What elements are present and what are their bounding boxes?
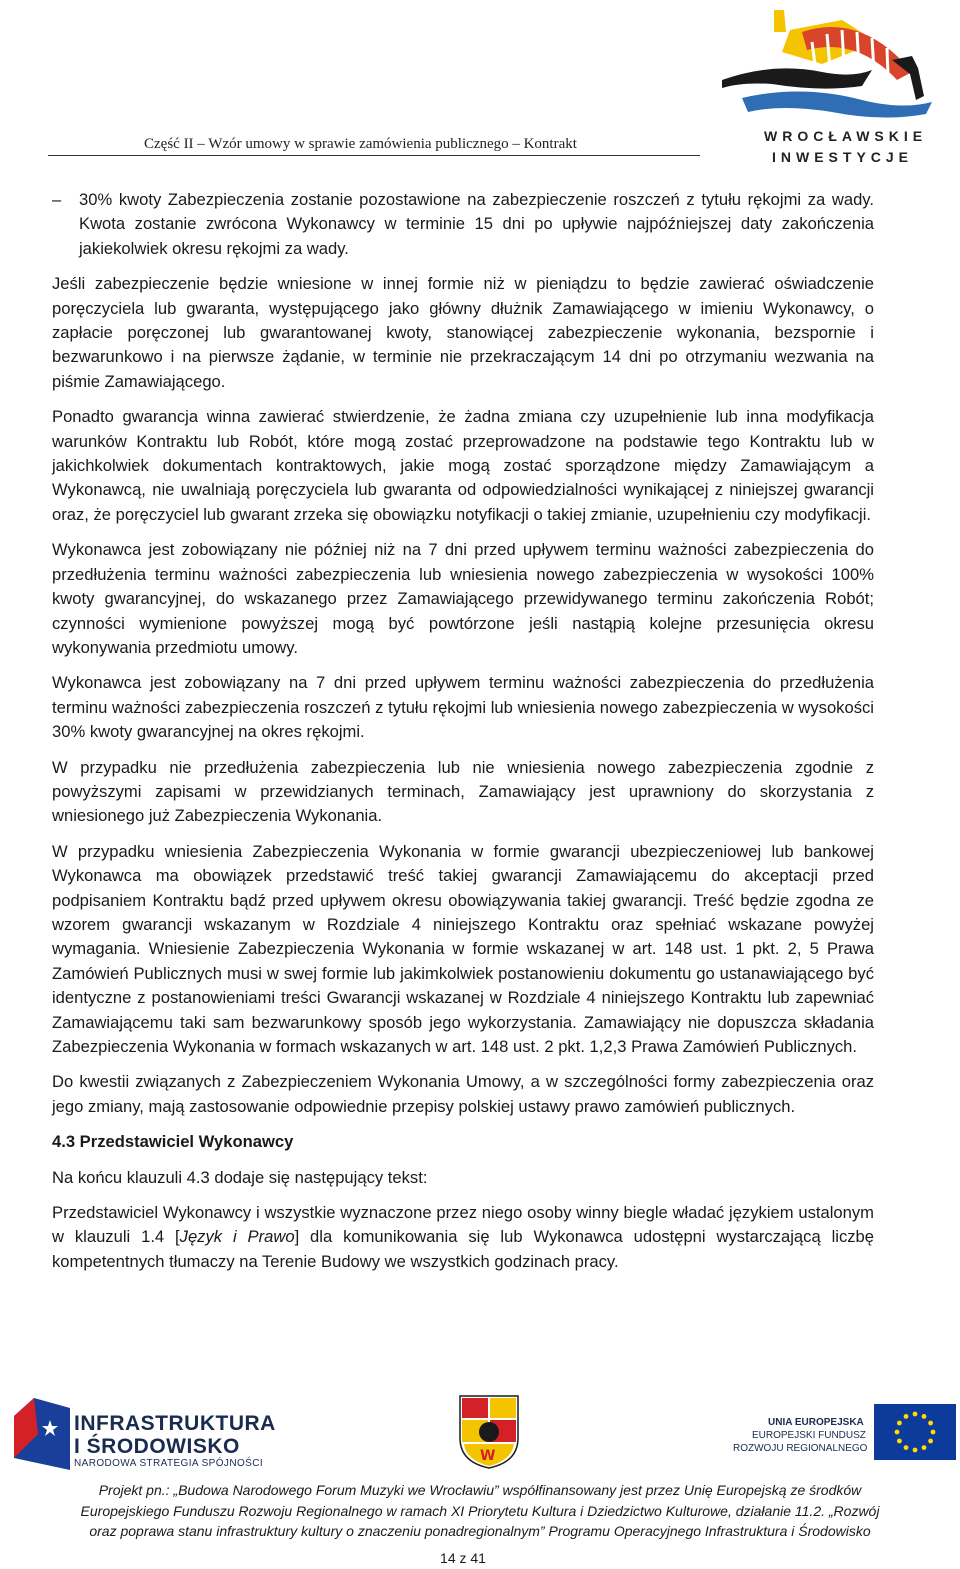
eu-flag-icon: [874, 1404, 956, 1460]
page-number: 14 z 41: [440, 1550, 486, 1566]
paragraph-9-emphasis: Język i Prawo: [179, 1227, 295, 1247]
svg-text:W: W: [480, 1448, 496, 1464]
bullet-item: [52, 188, 874, 261]
infrastruktura-flag-icon: [14, 1398, 70, 1475]
ii-logo-line3: NARODOWA STRATEGIA SPÓJNOŚCI: [74, 1458, 264, 1469]
bullet-text: 30% kwoty Zabezpieczenia zostanie pozostawione na zabezpieczenie roszczeń z tytułu rękojmi za wady. Kwota zostanie zwrócona Wykonawcy w terminie 15 dni po upływie najpóźniejszej daty zakończenia jakiekolwiek okresu rękojmi za wady.: [79, 190, 874, 258]
paragraph-7: Do kwestii związanych z Zabezpieczeniem Wykonania Umowy, a w szczególności formy zabezpieczenia oraz jego zmiany, mają zastosowanie odpowiednie przepisy polskiej ustawy prawo zamówień publicznych.: [52, 1072, 874, 1116]
eu-logo-line1: UNIA EUROPEJSKA: [768, 1417, 864, 1428]
eu-logo-line2: EUROPEJSKI FUNDUSZ: [752, 1430, 866, 1441]
paragraph-9-part-b: ] dla komunikowania się lub Wykonawca udostępni wystarczającą liczbę kompetentnych tłumaczy na Terenie Budowy we wszystkich godzinach pracy.: [52, 1227, 874, 1271]
project-line-3: oraz poprawa stanu infrastruktury kultury o znaczeniu ponadregionalnym” Programu Operacyjnego Infrastruktura i Środowisko: [89, 1523, 871, 1539]
section-heading: 4.3 Przedstawiciel Wykonawcy: [52, 1132, 294, 1152]
paragraph-9: [52, 1201, 874, 1274]
paragraph-2: Ponadto gwarancja winna zawierać stwierdzenie, że żadna zmiana czy uzupełnienie lub inna modyfikacja warunków Kontraktu lub Robót, które mogą zostać przeprowadzone na podstawie tego Kontraktu lub w jakichkolwiek dokumentach kontraktowych, jakie mogą zostać sporządzone między Zamawiającym a Wykonawcą, nie uwalniają poręczyciela lub gwaranta od odpowiedzialności wynikającej z niniejszej gwarancji oraz, że poręczyciel lub gwarant zrzeka się obowiązku notyfikacji o takiej zmianie, uzupełnieniu czy modyfikacji.: [52, 407, 874, 524]
wi-logo-line2: INWESTYCJE: [772, 149, 914, 165]
wroclawskie-inwestycje-logo: [712, 2, 942, 170]
paragraph-4: Wykonawca jest zobowiązany na 7 dni przed upływem terminu ważności zabezpieczenia do przedłużenia terminu ważności zabezpieczenia roszczeń z tytułu rękojmi lub wniesienia nowego zabezpieczenia w wysokości 30% kwoty gwarancyjnej na okres rękojmi.: [52, 673, 874, 742]
bullet-dash: –: [52, 190, 62, 209]
header-title: Część II – Wzór umowy w sprawie zamówienia publicznego – Kontrakt: [144, 136, 577, 152]
ii-logo-line2: I ŚRODOWISKO: [74, 1435, 240, 1458]
project-line-1: Projekt pn.: „Budowa Narodowego Forum Muzyki we Wrocławiu” współfinansowany jest przez Unię Europejską ze środków: [98, 1482, 862, 1498]
project-line-2: Europejskiego Funduszu Rozwoju Regionalnego w ramach XI Priorytetu Kultura i Dziedzictwo Kulturowe, działanie 11.2. „Rozwój: [80, 1502, 880, 1519]
paragraph-1: Jeśli zabezpieczenie będzie wniesione w innej formie niż w pieniądzu to będzie zawierać oświadczenie poręczyciela lub gwaranta, występującego jako główny dłużnik Zamawiającego w imieniu Wykonawcy, o zapłacie poręczonej lub gwarantowanej kwoty, stanowiącej zabezpieczenie wykonania, bezspornie i bezwarunkowo i na pierwsze żądanie, w terminie nie przekraczającym 14 dni po otrzymaniu wezwania na piśmie Zamawiającego.: [52, 274, 874, 391]
project-footnote: [40, 1480, 920, 1542]
paragraph-5: W przypadku nie przedłużenia zabezpieczenia lub nie wniesienia nowego zabezpieczenia zgodnie z powyższymi zapisami w przewidzianych terminach, Zamawiający jest uprawniony do skorzystania z wniesionego już Zabezpieczenia Wykonania.: [52, 757, 874, 826]
paragraph-6: W przypadku wniesienia Zabezpieczenia Wykonania w formie gwarancji ubezpieczeniowej lub bankowej Wykonawca ma obowiązek przedstawić treść takiej gwarancji Zamawiającemu do akceptacji przed podpisaniem Kontraktu bądź przed upływem okresu obowiązywania takiej gwarancji. Treść będzie zgodna ze wzorem gwarancji wskazanym w Rozdziale 4 niniejszego Kontraktu oraz spełniać wskazane powyżej wymagania. Wniesienie Zabezpieczenia Wykonania w formie wskazanej w art. 148 ust. 1 pkt. 2, 5 Prawa Zamówień Publicznych musi w swej formie lub jakimkolwiek postanowieniu dokumentu go ustanawiającego być identyczne z postanowieniami treści Gwarancji wskazanej w Rozdziale 4 niniejszego Kontraktu lub zapewniać Zamawiającemu taki sam bezwarunkowy sposób jego wykorzystania. Zamawiający nie dopuszcza składania Zabezpieczenia Wykonania w formach wskazanych w art. 148 ust. 2 pkt. 1,2,3 Prawa Zamówień Publicznych.: [52, 841, 874, 1056]
wi-logo-graphic: [712, 2, 942, 132]
paragraph-3: Wykonawca jest zobowiązany nie później niż na 7 dni przed upływem terminu ważności zabezpieczenia do przedłużenia terminu ważności zabezpieczenia lub wniesienia nowego zabezpieczenia w wysokości 100% kwoty gwarancyjnej, do wskazanego przez Zamawiającego przewidywanego terminu zakończenia Robót; czynności wymienione powyższej mogą być powtórzone jeśli nastąpią kolejne przesunięcia okresu wykonywania przedmiotu umowy.: [52, 540, 874, 657]
header-rule: [48, 155, 700, 156]
paragraph-8: Na końcu klauzuli 4.3 dodaje się następujący tekst:: [52, 1167, 428, 1187]
footer-logos: [0, 1390, 960, 1472]
wi-logo-line1: WROCŁAWSKIE: [764, 128, 928, 144]
paragraph-9-part-a: Przedstawiciel Wykonawcy i wszystkie wyznaczone przez niego osoby winny biegle władać językiem ustalonym w klauzuli 1.4 [: [52, 1203, 874, 1247]
wroclaw-crest-icon: [458, 1394, 520, 1475]
eu-logo-line3: ROZWOJU REGIONALNEGO: [733, 1443, 868, 1454]
document-body: [52, 188, 874, 1285]
ii-logo-line1: INFRASTRUKTURA: [74, 1412, 276, 1435]
